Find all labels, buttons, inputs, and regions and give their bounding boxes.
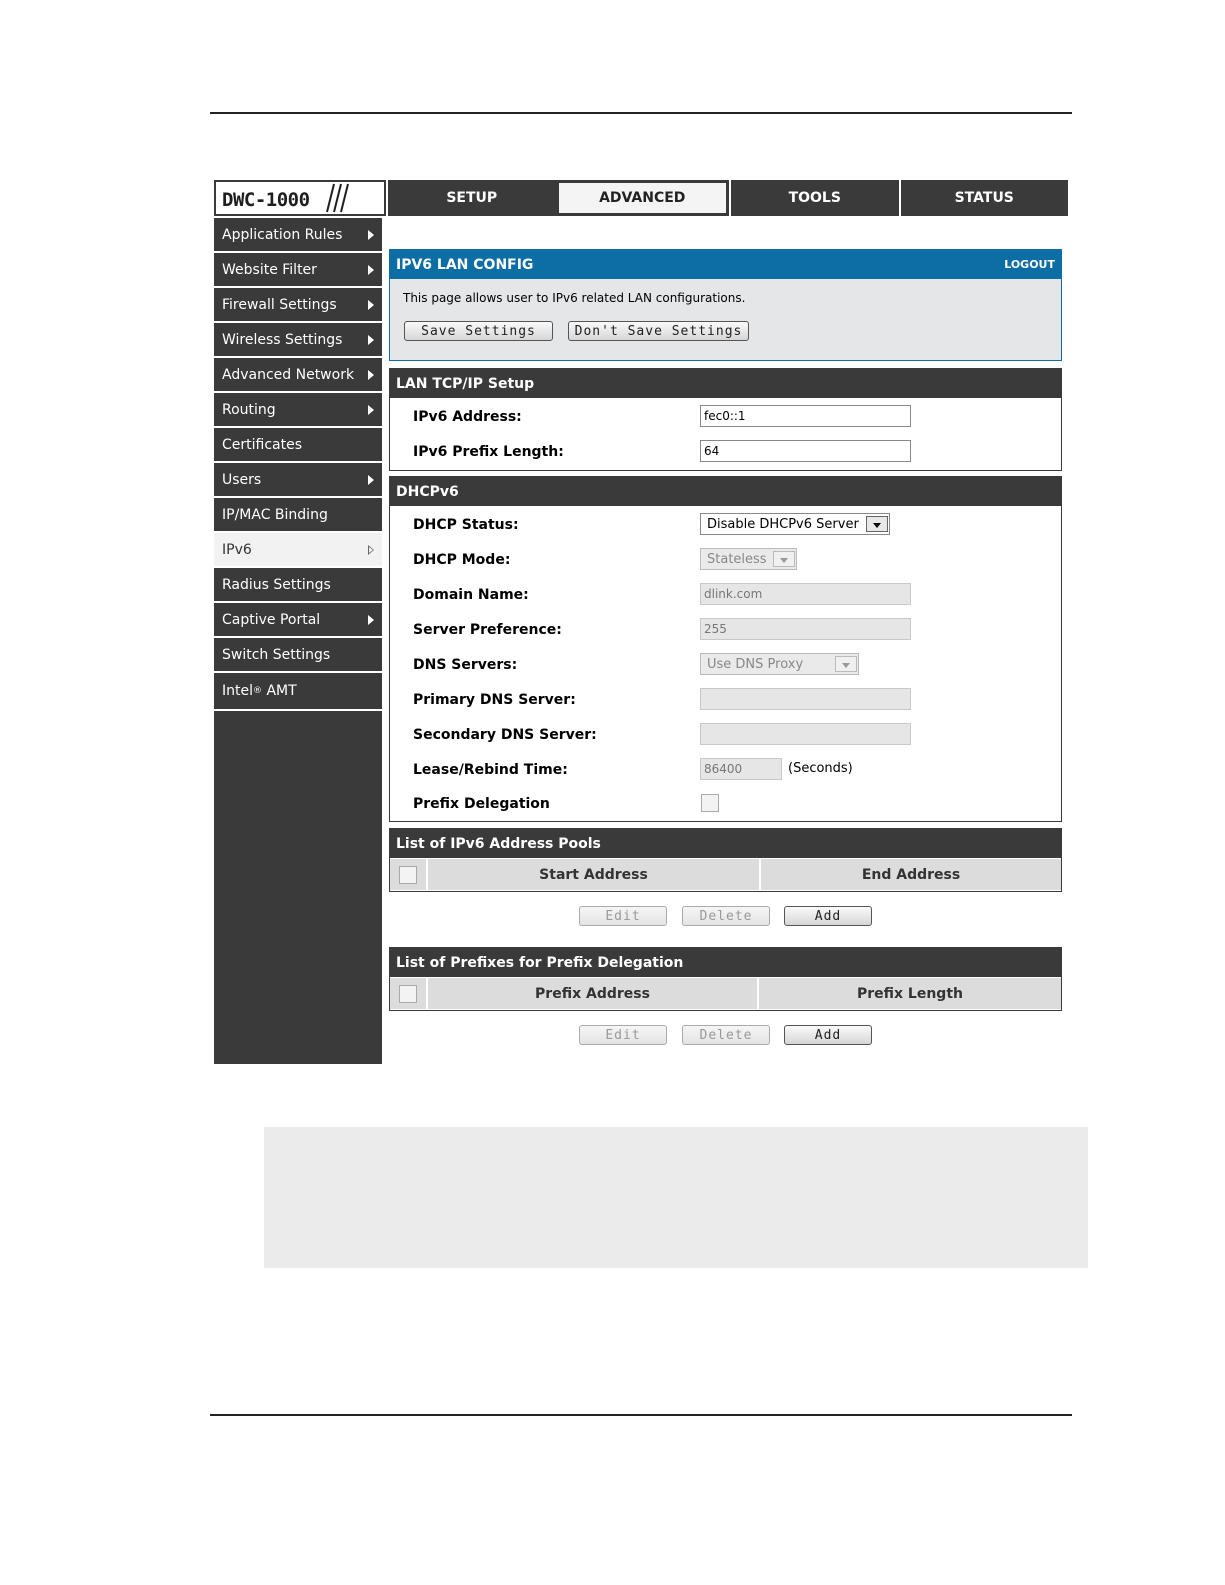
dont-save-settings-button[interactable]: Don't Save Settings <box>568 321 749 341</box>
sidebar-item-certificates[interactable] <box>214 428 382 463</box>
submenu-arrow-icon <box>368 300 374 310</box>
sidebar-item-website-filter[interactable] <box>214 253 382 288</box>
dns-servers-value: Use DNS Proxy <box>707 656 804 672</box>
bottom-rule <box>210 1414 1072 1416</box>
dhcp-mode-value: Stateless <box>707 551 767 567</box>
sidebar-item-wireless-settings[interactable] <box>214 323 382 358</box>
secondary-dns-label: Secondary DNS Server: <box>413 727 597 743</box>
lease-rebind-label: Lease/Rebind Time: <box>413 762 568 778</box>
domain-name-input[interactable]: dlink.com <box>700 583 911 605</box>
sidebar-item-label: Captive Portal <box>222 611 321 628</box>
sidebar-item-label: Routing <box>222 401 276 418</box>
add-prefix-button[interactable]: Add <box>784 1025 872 1045</box>
primary-dns-label: Primary DNS Server: <box>413 692 576 708</box>
chevron-down-icon <box>835 656 857 672</box>
address-pools-section <box>389 828 1062 892</box>
note-box <box>264 1127 1088 1268</box>
sidebar-item-routing[interactable] <box>214 393 382 428</box>
column-prefix-length: Prefix Length <box>757 978 1061 1009</box>
submenu-arrow-icon <box>368 545 374 555</box>
prefix-length-label: IPv6 Prefix Length: <box>413 444 564 460</box>
add-pool-button[interactable]: Add <box>784 906 872 926</box>
server-preference-label: Server Preference: <box>413 622 562 638</box>
section-header: List of Prefixes for Prefix Delegation <box>390 948 1061 977</box>
edit-pool-button[interactable]: Edit <box>579 906 667 926</box>
sidebar-item-application-rules[interactable] <box>214 218 382 253</box>
sidebar-item-label: IP/MAC Binding <box>222 506 328 523</box>
select-all-checkbox[interactable] <box>399 866 417 884</box>
model-name: DWC-1000 <box>222 189 310 211</box>
select-all-checkbox[interactable] <box>399 985 417 1003</box>
submenu-arrow-icon <box>368 265 374 275</box>
ipv6-lan-config-panel <box>389 249 1062 361</box>
submenu-arrow-icon <box>368 615 374 625</box>
dhcpv6-section <box>389 476 1062 822</box>
main-tabs <box>388 180 1068 216</box>
ipv6-address-label: IPv6 Address: <box>413 409 522 425</box>
dhcp-mode-select[interactable] <box>700 548 797 570</box>
column-start-address: Start Address <box>426 859 759 890</box>
ipv6-address-input[interactable]: fec0::1 <box>700 405 911 427</box>
submenu-arrow-icon <box>368 370 374 380</box>
column-end-address: End Address <box>759 859 1061 890</box>
section-header: List of IPv6 Address Pools <box>390 829 1061 858</box>
sidebar-item-label: Intel <box>222 683 253 699</box>
primary-dns-input[interactable] <box>700 688 911 710</box>
tab-advanced[interactable]: ADVANCED <box>556 180 730 216</box>
sidebar-item-label: Wireless Settings <box>222 331 343 348</box>
section-header: LAN TCP/IP Setup <box>390 369 1061 398</box>
select-all-cell <box>390 978 426 1009</box>
prefix-delegation-section <box>389 947 1062 1011</box>
section-header: DHCPv6 <box>390 477 1061 506</box>
sidebar-item-users[interactable] <box>214 463 382 498</box>
sidebar <box>214 218 382 1064</box>
prefix-length-input[interactable]: 64 <box>700 440 911 462</box>
lease-rebind-input[interactable]: 86400 <box>700 758 782 780</box>
delete-prefix-button[interactable]: Delete <box>682 1025 770 1045</box>
dns-servers-label: DNS Servers: <box>413 657 518 673</box>
select-all-cell <box>390 859 426 890</box>
prefix-delegation-checkbox[interactable] <box>701 794 719 812</box>
sidebar-item-label-suffix: AMT <box>262 683 297 699</box>
submenu-arrow-icon <box>368 405 374 415</box>
sidebar-item-label: Certificates <box>222 436 303 453</box>
router-admin-ui <box>214 180 1068 1064</box>
domain-name-label: Domain Name: <box>413 587 529 603</box>
sidebar-item-firewall-settings[interactable] <box>214 288 382 323</box>
logo-slashes-icon <box>324 182 350 214</box>
address-pools-table-header <box>390 859 1061 890</box>
save-settings-button[interactable]: Save Settings <box>404 321 553 341</box>
tab-setup[interactable]: SETUP <box>388 180 556 216</box>
secondary-dns-input[interactable] <box>700 723 911 745</box>
sidebar-item-label: Users <box>222 471 262 488</box>
dhcp-status-value: Disable DHCPv6 Server <box>707 516 859 532</box>
sidebar-item-switch-settings[interactable] <box>214 638 382 673</box>
page-title: IPV6 LAN CONFIG <box>396 256 534 273</box>
sidebar-item-intel-amt[interactable] <box>214 673 382 711</box>
sidebar-item-label: Firewall Settings <box>222 296 337 313</box>
panel-header <box>390 250 1061 279</box>
sidebar-item-label: Advanced Network <box>222 366 355 383</box>
server-preference-input[interactable]: 255 <box>700 618 911 640</box>
prefix-delegation-label: Prefix Delegation <box>413 796 550 812</box>
submenu-arrow-icon <box>368 230 374 240</box>
registered-mark: ® <box>253 686 262 696</box>
edit-prefix-button[interactable]: Edit <box>579 1025 667 1045</box>
sidebar-item-label: Website Filter <box>222 261 317 278</box>
column-prefix-address: Prefix Address <box>426 978 757 1009</box>
dhcp-mode-label: DHCP Mode: <box>413 552 511 568</box>
top-rule <box>210 112 1072 114</box>
sidebar-item-label: Radius Settings <box>222 576 331 593</box>
chevron-down-icon <box>773 551 795 567</box>
sidebar-item-radius-settings[interactable] <box>214 568 382 603</box>
dhcp-status-select[interactable] <box>700 513 890 535</box>
prefix-table-header <box>390 978 1061 1009</box>
lan-tcpip-section <box>389 368 1062 471</box>
sidebar-item-label: IPv6 <box>222 541 252 558</box>
page-description: This page allows user to IPv6 related LAN configurations. <box>403 291 746 305</box>
sidebar-item-label: Switch Settings <box>222 646 331 663</box>
sidebar-item-captive-portal[interactable] <box>214 603 382 638</box>
tab-status[interactable]: STATUS <box>899 180 1069 216</box>
dhcp-status-label: DHCP Status: <box>413 517 519 533</box>
delete-pool-button[interactable]: Delete <box>682 906 770 926</box>
submenu-arrow-icon <box>368 475 374 485</box>
sidebar-item-advanced-network[interactable] <box>214 358 382 393</box>
sidebar-item-ipv6[interactable] <box>214 533 382 568</box>
lease-unit-label: (Seconds) <box>788 761 853 776</box>
tab-tools[interactable]: TOOLS <box>729 180 899 216</box>
sidebar-item-label: Application Rules <box>222 226 343 243</box>
sidebar-item-ip-mac-binding[interactable] <box>214 498 382 533</box>
submenu-arrow-icon <box>368 335 374 345</box>
product-logo <box>214 180 386 216</box>
dns-servers-select[interactable] <box>700 653 859 675</box>
chevron-down-icon <box>866 516 888 532</box>
logout-link[interactable]: LOGOUT <box>1004 258 1055 271</box>
